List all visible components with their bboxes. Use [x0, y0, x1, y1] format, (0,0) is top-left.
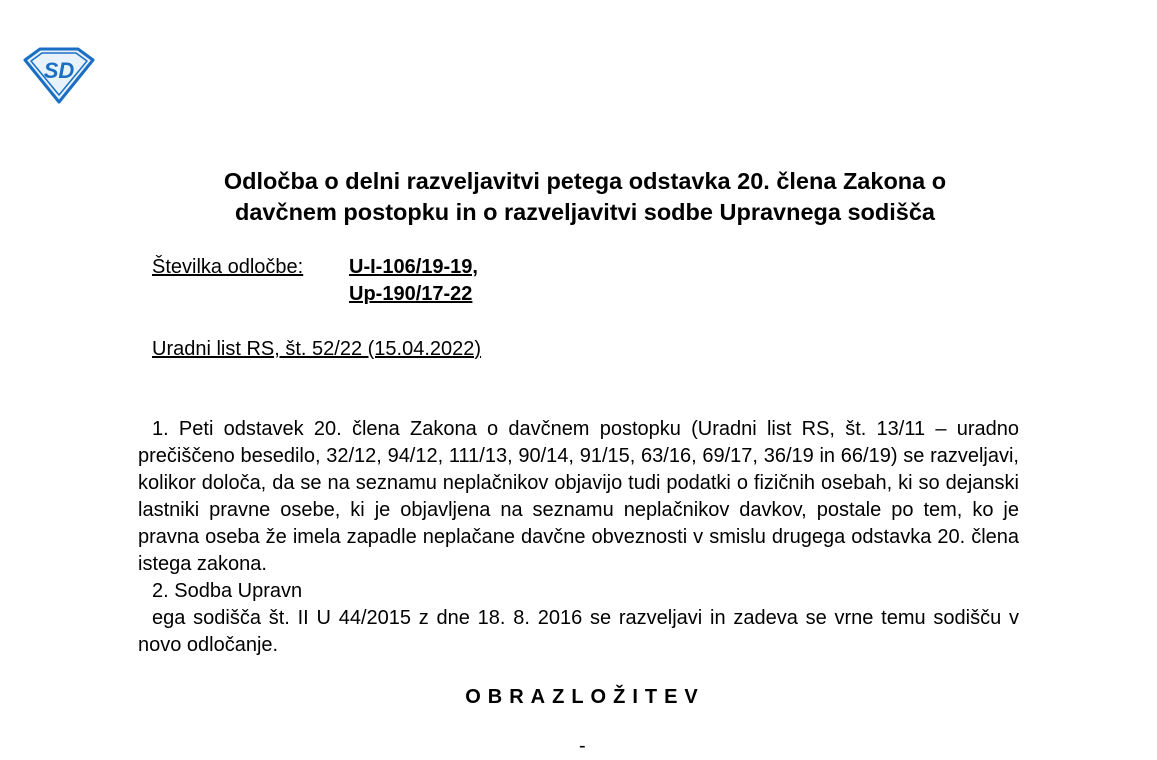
paragraph-2-continuation: ega sodišča št. II U 44/2015 z dne 18. 8. 2016 se razveljavi in zadeva se vrne temu sodišču v novo odločanje.: [138, 607, 1019, 656]
logo-monogram: SD: [43, 58, 75, 83]
document-title: [140, 166, 1030, 228]
paragraph-2-start: 2. Sodba Upravn: [152, 580, 303, 602]
title-line-2: davčnem postopku in o razveljavitvi sodbe Upravnega sodišča: [235, 199, 935, 225]
page-cutoff-fragment: -: [579, 735, 586, 757]
official-gazette-reference: Uradni list RS, št. 52/22 (15.04.2022): [152, 338, 482, 360]
section-heading-reasoning: OBRAZLOŽITEV: [465, 686, 705, 708]
court-shield-logo-icon: [22, 46, 96, 104]
paragraph-1: 1. Peti odstavek 20. člena Zakona o davčnem postopku (Uradni list RS, št. 13/11 – uradno prečiščeno besedilo, 32/12, 94/12, 111/13, 90/14, 91/15, 63/16, 69/17, 36/19 in 66/19) se razveljavi, kolikor določa, da se na seznamu neplačnikov objavijo tudi podatki o fizičnih osebah, ki so dejanski lastniki pravne osebe, ki je objavljena na seznamu neplačnikov davkov, postale po tem, ko je pravna oseba že imela zapadle neplačane davčne obveznosti v smislu drugega odstavka 20. člena istega zakona.: [138, 418, 1019, 575]
title-line-1: Odločba o delni razveljavitvi petega odstavka 20. člena Zakona o: [223, 168, 947, 194]
decision-number-primary: U-I-106/19-19,: [349, 256, 478, 278]
decision-number-secondary: Up-190/17-22: [349, 283, 473, 305]
decision-number-label: Številka odločbe:: [152, 256, 304, 278]
